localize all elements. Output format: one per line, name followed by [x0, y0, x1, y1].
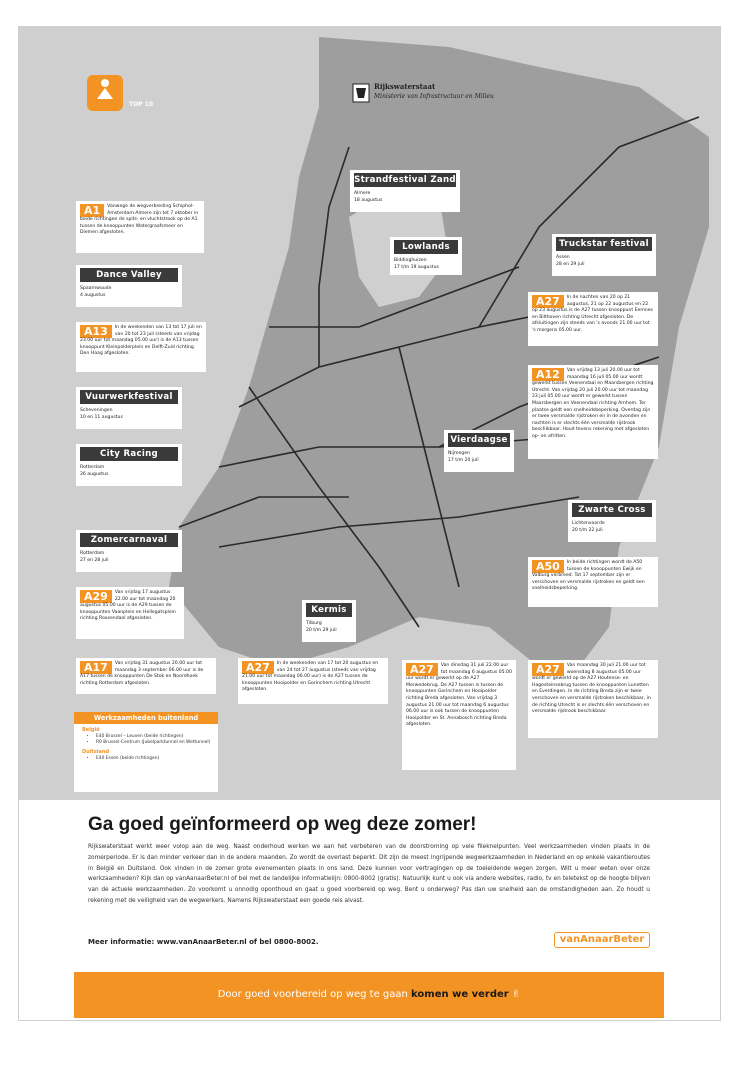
work-text: In de weekenden van 13 tot 17 juli en van 20 tot 23 juli (steeds van vrijdag 23.00 uur tot maandag 05.00 uur) is de A13 tussen knooppunt Kleinpolderplein en Delft-Zuid richting Den Haag afgesloten. — [80, 325, 202, 357]
work-a29 — [76, 587, 184, 639]
work-a27-hooipolder — [238, 658, 388, 704]
belgie-list — [74, 734, 218, 746]
event-kermis — [302, 600, 356, 642]
road-tag: A29 — [80, 590, 112, 603]
event-zomercarnaval — [76, 530, 182, 572]
event-date: 27 en 28 juli — [80, 557, 109, 563]
vananaarbeter-logo: vanAnaarBeter — [554, 932, 650, 948]
event-date: 17 t/m 19 augustus — [394, 264, 439, 270]
event-title: Lowlands — [394, 240, 458, 254]
work-a27-houtense — [528, 660, 658, 738]
event-place: Spaarnwoude — [80, 286, 112, 291]
ministry-name: Rijkswaterstaat — [374, 82, 436, 91]
event-title: Truckstar festival — [556, 237, 652, 251]
work-text: Van vrijdag 31 augustus 20.00 uur tot maandag 3 september 06.00 uur is de A17 tussen de knooppunten De Stok en Noordhoek richting Rotterdam afgesloten. — [80, 661, 204, 686]
road-tag: A27 — [406, 663, 438, 676]
event-date: 4 augustus — [80, 292, 106, 298]
event-strandfestival — [350, 170, 460, 212]
event-lowlands — [390, 237, 462, 275]
event-title: Vierdaagse — [448, 433, 510, 447]
coat-of-arms-icon — [352, 82, 370, 104]
event-cityracing — [76, 444, 182, 486]
event-place: Assen — [556, 255, 570, 260]
event-title: Zomercarnaval — [80, 533, 178, 547]
event-title: Dance Valley — [80, 268, 178, 282]
work-text: Van vrijdag 17 augustus 22.00 uur tot maandag 20 augustus 05.00 uur is de A29 tussen de knooppunten Vaanplein en Hellegatsplein richting Roosendaal afgesloten. — [80, 590, 176, 622]
banner-bold: komen we verder — [411, 989, 509, 1000]
event-vierdaagse — [444, 430, 514, 472]
event-date: 28 en 29 juli — [556, 261, 585, 267]
event-title: Kermis — [306, 603, 352, 617]
banner-text: Door goed voorbereid op weg te gaan — [217, 989, 412, 1000]
main-info-panel — [74, 800, 664, 960]
work-a1 — [76, 201, 204, 253]
event-truckstar — [552, 234, 656, 276]
ministry-sub: Ministerie van Infrastructuur en Milieu — [374, 93, 494, 100]
work-text: Van dinsdag 31 juli 22.00 uur tot maandag 6 augustus 05.00 uur wordt er gewerkt op de A27 Merwedebrug. De A27 tussen is tussen de knooppunten Gorinchem en Hooipolder richting Breda afgesloten. Van vrijdag 3 augustus 21.00 uur tot maandag 6 augustus 06.00 uur is ook tussen de knooppunten Hooipolder en St. Annabosch richting Breda afgesloten. — [406, 663, 512, 728]
work-text: In de nachten van 20 op 21 augustus, 21 op 22 augustus en 22 op 23 augustus is de A27 tussen knooppunt Eemnes en Bilthoven richting Utrecht afgesloten. De afsluitingen zijn steeds van 's avonds 21.00 uur tot 's morgens 05.00 uur. — [532, 295, 653, 333]
work-a13 — [76, 322, 206, 372]
work-a50 — [528, 557, 658, 607]
work-text: In beide richtingen wordt de A50 tussen de knooppunten Ewijk en Valburg verbreed. Tot 17 september zijn er verschoven en versmalde rijstroken en geldt een snelheidsbeperking. — [532, 560, 645, 592]
ministry-title — [374, 82, 494, 101]
event-place: Scheveningen — [80, 408, 113, 413]
event-date: 26 augustus — [80, 471, 109, 477]
road-tag: A12 — [532, 368, 564, 381]
event-date: 10 en 11 augustus — [80, 414, 123, 420]
top10-label: TOP 10 — [128, 101, 154, 108]
more-info-text: Meer informatie: www.vanAnaarBeter.nl of bel 0800-8002. — [88, 938, 319, 946]
event-zwartecross — [568, 500, 656, 542]
event-place: Tilburg — [306, 621, 322, 626]
event-dancevalley — [76, 265, 182, 307]
hand-icon: ✌ — [511, 989, 521, 1000]
work-text: In de weekenden van 17 tot 20 augustus en van 24 tot 27 augustus (steeds van vrijdag 21.00 uur tot maandag 06.00 uur) is de A27 tussen de knooppunten Hooipolder en Gorinchem richting Utrecht afgesloten. — [242, 661, 379, 693]
work-a12 — [528, 365, 658, 459]
road-tag: A13 — [80, 325, 112, 338]
work-text: Vanwege de wegverbreding Schiphol-Amsterdam-Almere zijn tot 7 oktober in beide richtingen de spits- en vluchtstrook op de A1 tussen de knooppunten Watergraafsmeer en Diemen afgesloten. — [80, 204, 199, 236]
list-item: • R0 Brussel-Centrum (Jubelparktunnel en Wettunnel) — [96, 740, 218, 746]
work-a17 — [76, 658, 216, 694]
works-abroad-header: Werkzaamheden buitenland — [74, 712, 218, 724]
road-tag: A17 — [80, 661, 112, 674]
work-text: Van maandag 30 juli 21.00 uur tot woensdag 8 augustus 05.00 uur wordt er gewerkt op de A27 Houtense- en Hagesteinsebrug tussen de knooppunten Lunetten en Everdingen. In de richting Breda zijn er twee verschoven en versmalde rijstroken beschikbaar, in de richting Utrecht is er slechts één verschoven en versmalde rijstrook beschikbaar. — [532, 663, 651, 715]
body-text: Rijkswaterstaat werkt weer volop aan de weg. Naast onderhoud werken we aan het verbeteren van de doorstroming op vele fileknelpunten. Veel werkzaamheden vinden plaats in de zomerperiode. Er is dan minder verkeer dan in de andere maanden. Zo wordt de overlast beperkt. Dit zijn de meest ingrijpende wegwerkzaamheden in Nederland en op enkele vakantieroutes in België en Duitsland. Ook vinden in de zomer grote evenementen plaats in ons land. Deze kunnen voor vertragingen op de toeleidende wegen zorgen. Wilt u meer weten over onze werkzaamheden? Kijk dan op vanAanaarBeter.nl of bel met de landelijke informatielijn: 0800-8002 (gratis). Natuurlijk kunt u ook via andere websites, radio, tv en teletekst op de hoogte blijven van de actuele werkzaamheden. Zo voorkomt u onnodig oponthoud en gaat u goed voorbereid op weg. Bent u onderweg? Pas dan uw snelheid aan de omstandigheden aan. Zo houdt u rekening met de veiligheid van de wegwerkers. Namens Rijkswaterstaat een goede reis alvast. — [88, 844, 650, 904]
country-duitsland: Duitsland — [82, 749, 110, 755]
event-date: 20 t/m 22 juli — [572, 527, 603, 533]
road-tag: A27 — [532, 663, 564, 676]
event-place: Rotterdam — [80, 465, 105, 470]
event-date: 20 t/m 29 juli — [306, 627, 337, 633]
work-a27-merwedebrug — [402, 660, 516, 770]
event-place: Almere — [354, 191, 371, 196]
page-title: Ga goed geïnformeerd op weg deze zomer! — [88, 814, 477, 835]
roadworker-icon — [87, 75, 123, 101]
road-tag: A50 — [532, 560, 564, 573]
event-title: Strandfestival Zand — [354, 175, 456, 185]
duitsland-list — [74, 756, 218, 762]
bottom-banner — [74, 972, 664, 1018]
event-date: 17 t/m 20 juli — [448, 457, 479, 463]
list-item: • E40 Brussel – Leuven (beide richtingen) — [96, 734, 218, 740]
event-place: Biddinghuizen — [394, 258, 427, 263]
event-vuurwerk — [76, 387, 182, 429]
road-tag: A27 — [532, 295, 564, 308]
work-text: Van vrijdag 13 juli 20.00 uur tot maandag 16 juli 05.00 uur wordt gewerkt tussen Veenendaal en Maarsbergen richting Utrecht. Van vrijdag 20 juli 20.00 uur tot maandag 23 juli 05.00 uur wordt er gewerkt tussen Maarsbergen en Veenendaal richting Arnhem. Ter plaatse geldt een snelheidsbeperking. Overdag zijn er twee versmalde rijstroken en in de avonden en nachten is er slechts één versmalde rijstrook beschikbaar. Houd tevens rekening met afgesloten op- en afritten. — [532, 368, 654, 439]
event-place: Lichtenvoorde — [572, 521, 605, 526]
event-title: Zwarte Cross — [572, 503, 652, 517]
event-place: Rotterdam — [80, 551, 105, 556]
road-tag: A1 — [80, 204, 104, 217]
country-belgie: België — [82, 727, 100, 733]
top10-logo — [87, 75, 154, 111]
works-abroad-box — [74, 712, 218, 792]
event-date: 18 augustus — [354, 197, 383, 203]
road-tag: A27 — [242, 661, 274, 674]
event-place: Nijmegen — [448, 451, 470, 456]
event-title: Vuurwerkfestival — [80, 390, 178, 404]
event-title: City Racing — [80, 447, 178, 461]
list-item: • E40 Essen (beide richtingen) — [96, 756, 218, 762]
work-a27-eemnes — [528, 292, 658, 346]
